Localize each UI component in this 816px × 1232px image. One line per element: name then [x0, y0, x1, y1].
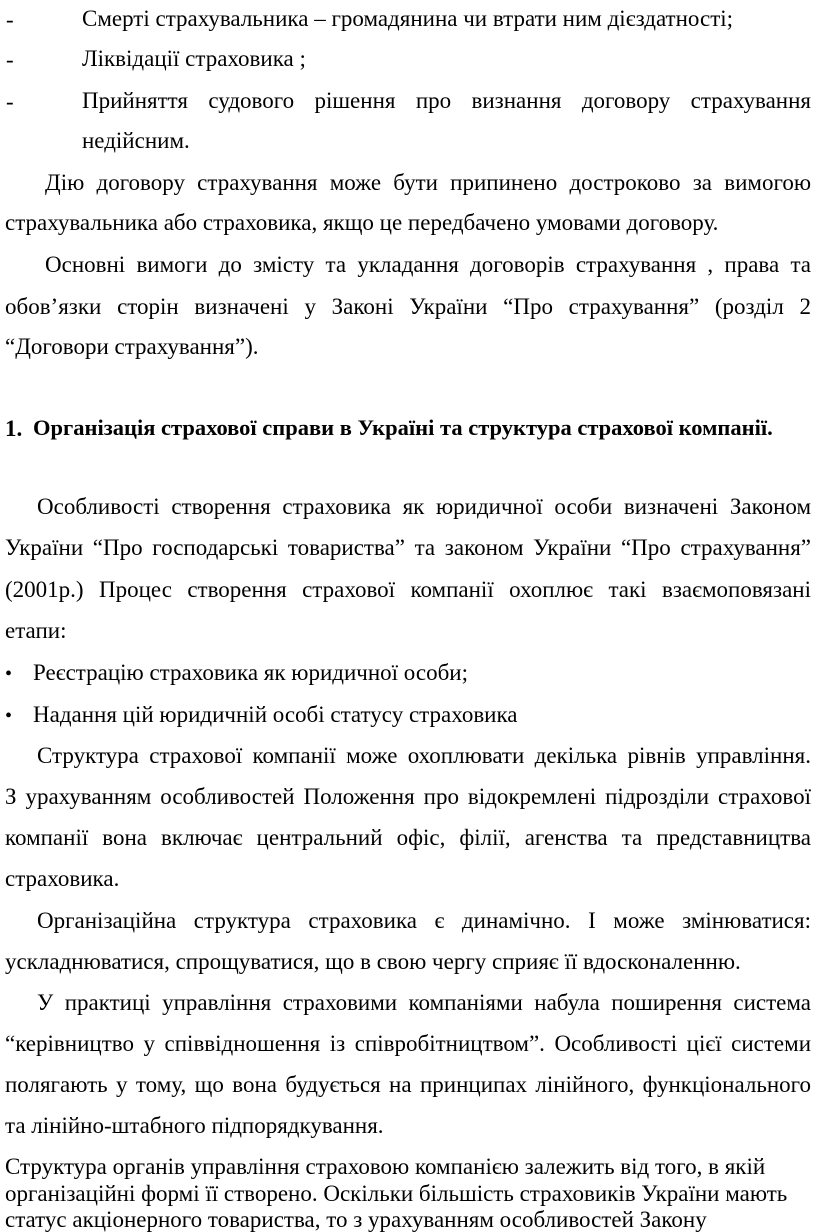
paragraph-line: та лінійно-штабного підпорядкування.	[5, 1113, 384, 1138]
paragraph-line: У практиці управління страховими компаніями набула поширення система	[37, 990, 811, 1015]
paragraph-line: страховика.	[5, 866, 120, 891]
paragraph-line: полягають у тому, що вона будується на принципах лінійного, функціонального	[5, 1072, 811, 1097]
paragraph-line: “Договори страхування”).	[5, 334, 259, 359]
bullet-marker: •	[5, 705, 13, 727]
paragraph-line: компанії вона включає центральний офіс, філії, агенства та представництва	[5, 825, 811, 850]
list-item: Прийняття судового рішення про визнання договору страхування	[82, 88, 811, 113]
bullet-item: Реєстрацію страховика як юридичної особи;	[33, 660, 468, 685]
paragraph-line: обов’язки сторін визначені у Законі України “Про страхування” (розділ 2	[5, 294, 811, 319]
paragraph-line: Основні вимоги до змісту та укладання договорів страхування , права та	[45, 252, 811, 277]
section-heading: Організація страхової справи в Україні та структура страхової компанії.	[33, 415, 773, 440]
paragraph-line: Структура органів управління страховою компанією залежить від того, в якій	[5, 1154, 766, 1179]
paragraph-line: Дію договору страхування може бути припинено достроково за вимогою	[45, 170, 811, 195]
list-marker: -	[6, 7, 14, 32]
bullet-item: Надання цій юридичній особі статусу страховика	[33, 702, 518, 727]
paragraph-line: (2001р.) Процес створення страхової компанії охоплює такі взаємоповязані	[5, 577, 811, 602]
paragraph-line: страхувальника або страховика, якщо це передбачено умовами договору.	[5, 210, 719, 235]
list-item-continuation: недійсним.	[82, 128, 190, 153]
paragraph-line: З урахуванням особливостей Положення про відокремлені підрозділи страхової	[5, 784, 811, 809]
paragraph-line: Структура страхової компанії може охоплювати декілька рівнів управління.	[37, 743, 811, 768]
list-marker: -	[6, 47, 14, 72]
list-marker: -	[6, 89, 14, 114]
paragraph-line: етапи:	[5, 618, 67, 643]
list-item: Ліквідації страховика ;	[82, 46, 306, 71]
bullet-marker: •	[5, 663, 13, 685]
paragraph-line: України “Про господарські товариства” та законом України “Про страхування”	[5, 535, 811, 560]
list-item: Смерті страхувальника – громадянина чи втрати ним дієздатності;	[82, 6, 734, 31]
paragraph-line: “керівництво у співвідношення із співробітництвом”. Особливості цієї системи	[5, 1031, 811, 1056]
paragraph-line: організаційні формі її створено. Оскільки більшість страховиків України мають	[5, 1181, 788, 1206]
paragraph-line: Особливості створення страховика як юридичної особи визначені Законом	[37, 494, 811, 519]
section-number: 1.	[5, 416, 23, 441]
paragraph-line: Організаційна структура страховика є динамічно. І може змінюватися:	[37, 908, 811, 933]
paragraph-line: ускладнюватися, спрощуватися, що в свою чергу сприяє її вдосконаленню.	[5, 949, 741, 974]
paragraph-line: статус акціонерного товариства, то з урахуванням особливостей Закону	[5, 1207, 707, 1232]
